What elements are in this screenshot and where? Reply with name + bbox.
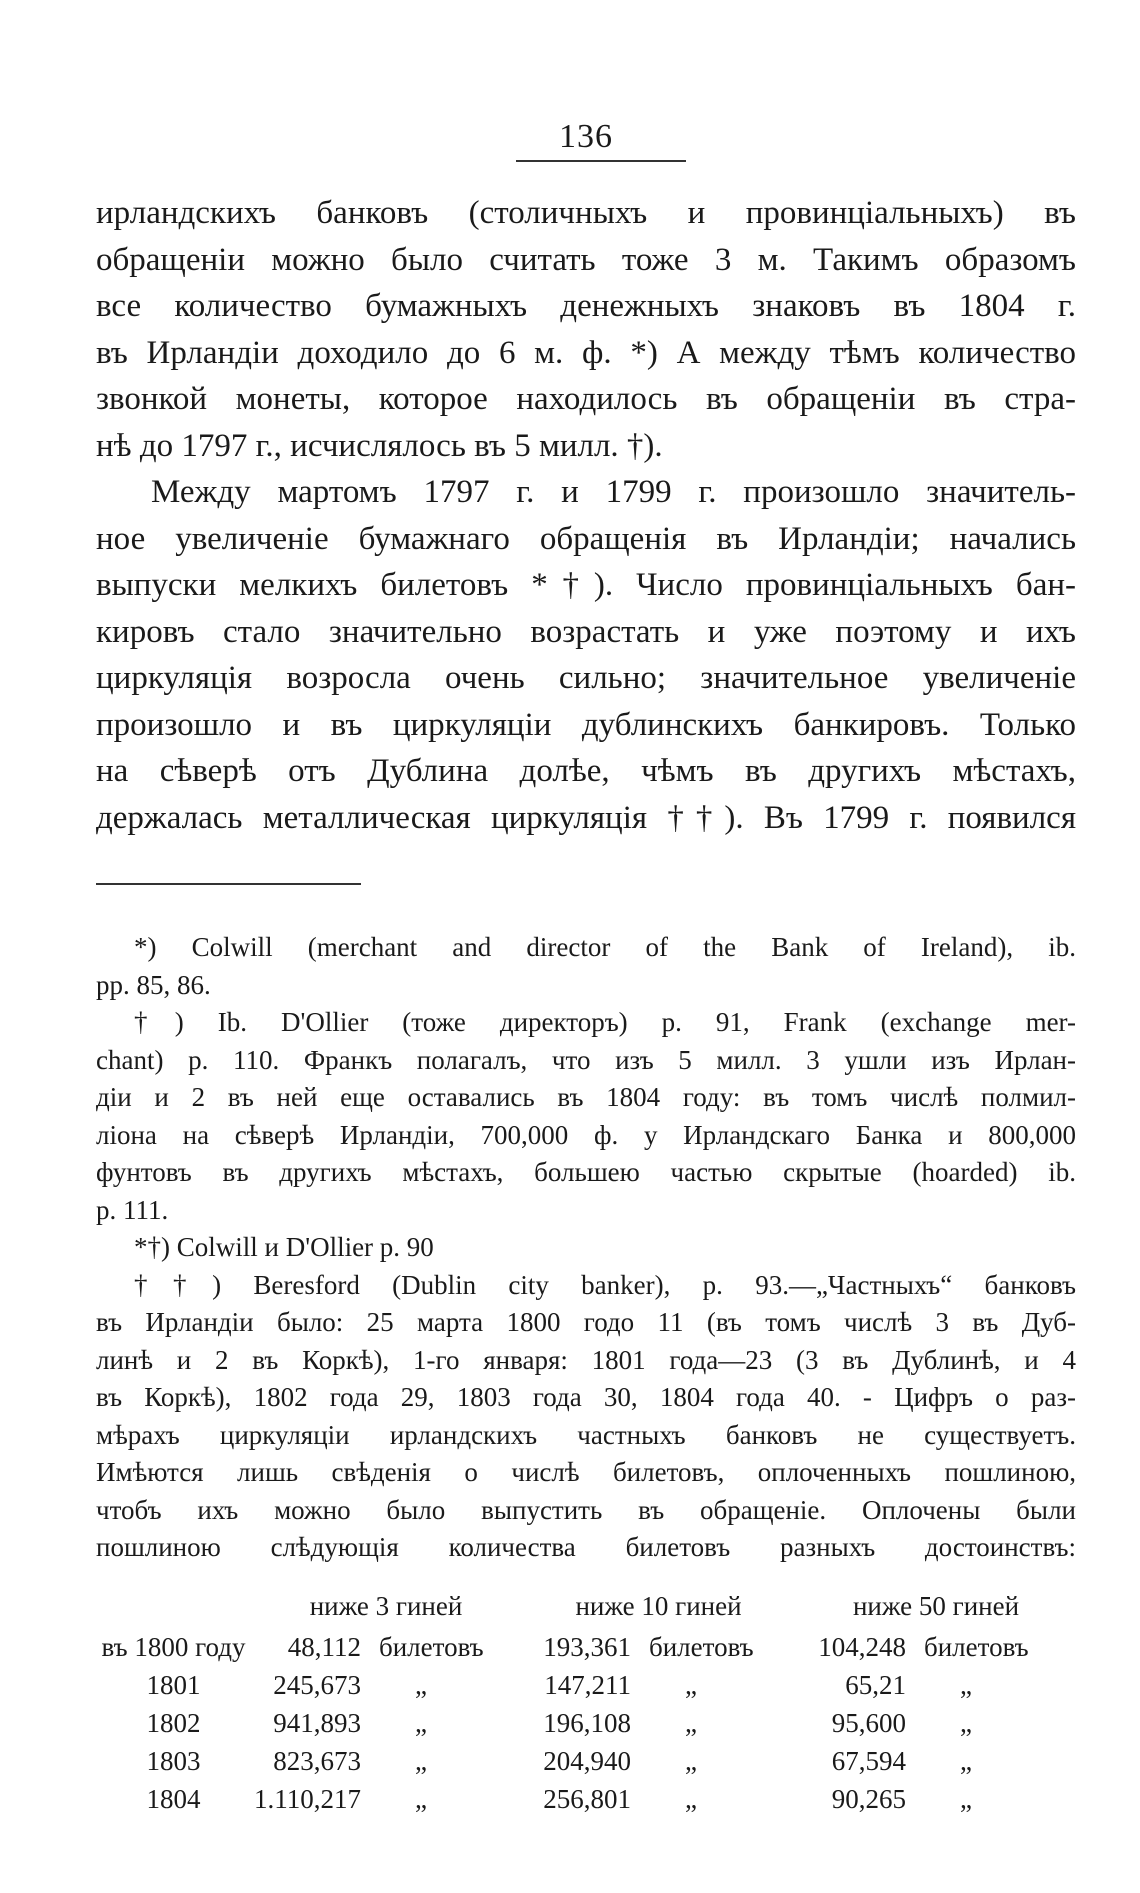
cell-value: 823,673 [273,1746,361,1776]
cell-value: 193,361 [543,1632,631,1662]
footnote-line: пошлиною слѣдующія количества билетовъ разныхъ достоинствъ: [96,1532,1076,1562]
text-line: ное увеличеніе бумажнаго обращенія въ Ирландіи; начались [96,520,1076,557]
cell-value: 90,265 [831,1784,906,1814]
footnote-line: pp. 85, 86. [96,969,211,1000]
footnote-line: линѣ и 2 въ Коркѣ), 1-го января: 1801 года—23 (3 въ Дублинѣ, и 4 [96,1344,1076,1375]
text-line: Между мартомъ 1797 г. и 1799 г. произошло значитель- [151,474,1076,510]
table-row [96,1743,1076,1781]
ditto-mark: „ [415,1784,427,1814]
ditto-mark: „ [685,1746,697,1776]
main-text [96,190,1076,841]
row-year: 1804 [146,1784,201,1814]
ditto-mark: „ [960,1670,972,1700]
cell-value: 147,211 [544,1670,631,1700]
footnote-line: ліона на сѣверѣ Ирландіи, 700,000 ф. у Ирландскаго Банка и 800,000 [96,1119,1076,1150]
banknote-table [96,1585,1076,1819]
footnote-3 [96,1229,1076,1267]
cell-unit: билетовъ [379,1632,484,1662]
text-line: произошло и въ циркуляціи дублинскихъ банкировъ. Только [96,706,1076,743]
footnote-rule [96,883,361,885]
footnote-line: Имѣются лишь свѣденія о числѣ билетовъ, оплоченныхъ пошлиною, [96,1457,1076,1487]
footnote-line: chant) p. 110. Франкъ полагалъ, что изъ 5 милл. 3 ушли изъ Ирлан- [96,1044,1076,1075]
cell-value: 48,112 [287,1632,361,1662]
text-line: кировъ стало значительно возрастать и уже поэтому и ихъ [96,613,1076,650]
table-row [96,1629,1076,1667]
footnote-1 [96,929,1076,1004]
ditto-mark: „ [685,1670,697,1700]
text-line: звонкой монеты, которое находилось въ обращеніи въ стра- [96,381,1076,417]
footnotes [96,929,1076,1819]
cell-value: 67,594 [831,1746,906,1776]
paragraph-1 [96,190,1076,469]
column-header: ниже 3 гиней [309,1591,463,1621]
table-row [96,1667,1076,1705]
ditto-mark: „ [685,1708,697,1738]
ditto-mark: „ [415,1708,427,1738]
ditto-mark: „ [960,1708,972,1738]
row-year: 1802 [146,1708,201,1738]
table-header [96,1585,1076,1629]
ditto-mark: „ [415,1746,427,1776]
text-line: держалась металлическая циркуляція ††). Въ 1799 г. появился [96,799,1076,836]
paragraph-2 [96,469,1076,841]
text-line: все количество бумажныхъ денежныхъ знаковъ въ 1804 г. [96,288,1076,324]
footnote-line: въ Коркѣ), 1802 года 29, 1803 года 30, 1804 года 40. - Цифръ о раз- [96,1382,1076,1412]
text-line: въ Ирландіи доходило до 6 м. ф. *) А между тѣмъ количество [96,334,1076,371]
text-line: циркуляція возросла очень сильно; значительное увеличеніе [96,660,1076,696]
cell-value: 941,893 [273,1708,361,1738]
table-row [96,1781,1076,1819]
footnote-4 [96,1267,1076,1567]
row-year: 1801 [146,1670,201,1700]
footnote-line: въ Ирландіи было: 25 марта 1800 годо 11 (въ томъ числѣ 3 въ Дуб- [96,1307,1076,1337]
column-header: ниже 50 гиней [852,1591,1020,1621]
column-header: ниже 10 гиней [575,1591,742,1621]
cell-value: 95,600 [831,1708,906,1738]
footnote-line: діи и 2 въ ней еще оставались въ 1804 году: въ томъ числѣ полмил- [96,1082,1076,1112]
cell-value: 65,21 [845,1670,906,1700]
page-number: 136 [96,118,1076,156]
ditto-mark: „ [960,1784,972,1814]
page [96,118,1076,1819]
ditto-mark: „ [960,1746,972,1776]
cell-value: 204,940 [543,1746,631,1776]
cell-value: 256,801 [543,1784,631,1814]
text-line: ирландскихъ банковъ (столичныхъ и провинціальныхъ) въ [96,195,1076,231]
text-line: нѣ до 1797 г., исчислялось въ 5 милл. †). [96,427,663,464]
footnote-line: *) Colwill (merchant and director of the Bank of Ireland), ib. [134,932,1076,962]
footnote-line: p. 111. [96,1194,169,1225]
row-label: въ 1800 году [101,1632,246,1662]
footnote-line: фунтовъ въ другихъ мѣстахъ, большею частью скрытые (hoarded) ib. [96,1157,1076,1187]
footnote-line: ††) Beresford (Dublin city banker), p. 93.—„Частныхъ“ банковъ [134,1269,1076,1300]
footnote-2 [96,1004,1076,1229]
cell-value: 1.110,217 [254,1784,361,1814]
cell-unit: билетовъ [649,1632,754,1662]
table-row [96,1705,1076,1743]
footnote-line: †) Ib. D'Ollier (тоже директоръ) p. 91, Frank (exchange mer- [134,1007,1076,1037]
cell-value: 196,108 [543,1708,631,1738]
page-number-rule [516,160,686,162]
cell-value: 245,673 [273,1670,361,1700]
text-line: обращеніи можно было считать тоже 3 м. Такимъ образомъ [96,241,1076,278]
cell-unit: билетовъ [924,1632,1029,1662]
ditto-mark: „ [415,1670,427,1700]
cell-value: 104,248 [818,1632,906,1662]
footnote-line: чтобъ ихъ можно было выпустить въ обращеніе. Оплочены были [96,1494,1076,1525]
ditto-mark: „ [685,1784,697,1814]
footnote-line: мѣрахъ циркуляціи ирландскихъ частныхъ банковъ не существуетъ. [96,1419,1076,1450]
row-year: 1803 [146,1746,201,1776]
footnote-line: *†) Colwill и D'Ollier p. 90 [134,1232,434,1262]
text-line: на сѣверѣ отъ Дублина долѣе, чѣмъ въ другихъ мѣстахъ, [96,753,1076,789]
text-line: выпуски мелкихъ билетовъ *†). Число провинціальныхъ бан- [96,567,1076,603]
